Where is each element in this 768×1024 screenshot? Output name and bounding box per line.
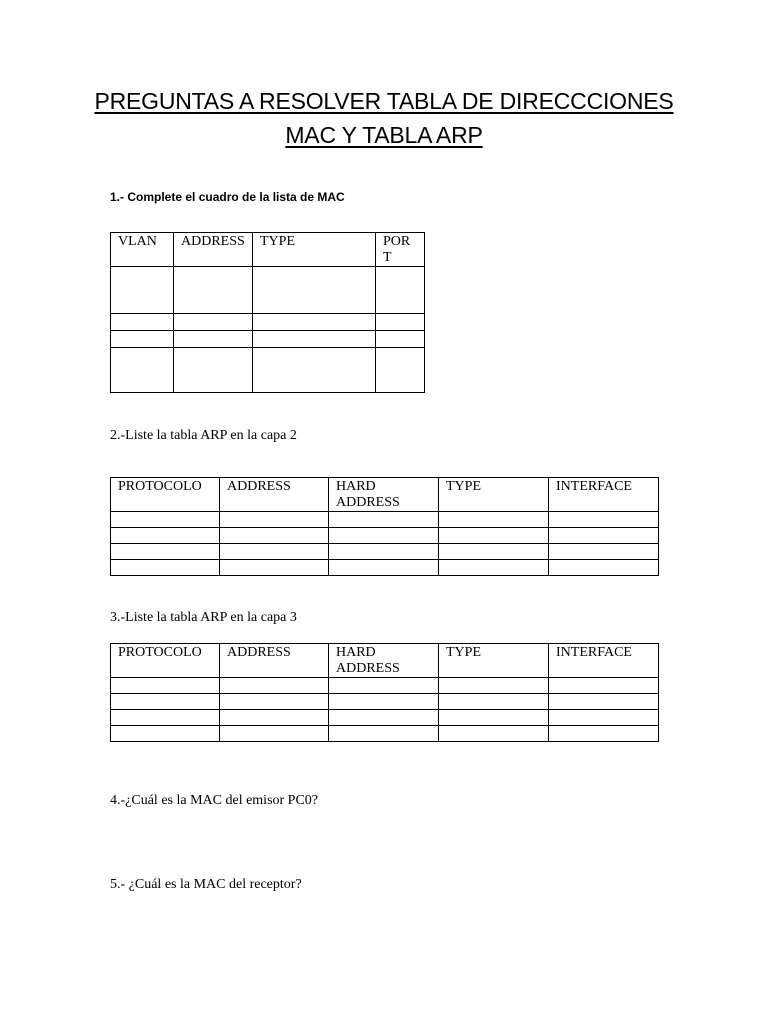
arp-table-layer-3 — [110, 643, 659, 742]
arp3-header-address: ADDRESS — [220, 644, 329, 678]
table-row — [111, 267, 425, 314]
mac-header-type: TYPE — [253, 233, 376, 267]
question-3: 3.-Liste la tabla ARP en la capa 3 — [110, 610, 297, 625]
arp2-header-type: TYPE — [439, 478, 549, 512]
question-5: 5.- ¿Cuál es la MAC del receptor? — [110, 877, 302, 892]
arp2-header-hard-address: HARD ADDRESS — [329, 478, 439, 512]
arp2-header-address: ADDRESS — [220, 478, 329, 512]
question-2: 2.-Liste la tabla ARP en la capa 2 — [110, 428, 297, 443]
arp3-header-hard-address: HARD ADDRESS — [329, 644, 439, 678]
table-row — [111, 710, 659, 726]
arp-table-layer-2 — [110, 477, 659, 576]
question-4: 4.-¿Cuál es la MAC del emisor PC0? — [110, 793, 319, 808]
mac-header-vlan: VLAN — [111, 233, 174, 267]
arp3-header-interface: INTERFACE — [549, 644, 659, 678]
table-row — [111, 512, 659, 528]
arp2-header-protocolo: PROTOCOLO — [111, 478, 220, 512]
mac-header-address: ADDRESS — [174, 233, 253, 267]
table-row — [111, 678, 659, 694]
table-row — [111, 726, 659, 742]
mac-address-table — [110, 232, 425, 393]
table-row — [111, 694, 659, 710]
table-row — [111, 560, 659, 576]
document-title-line-2: MAC Y TABLA ARP — [285, 122, 483, 148]
document-title-line-1: PREGUNTAS A RESOLVER TABLA DE DIRECCCIONES — [94, 88, 674, 114]
table-row — [111, 528, 659, 544]
question-1: 1.- Complete el cuadro de la lista de MAC — [110, 190, 345, 204]
arp2-header-interface: INTERFACE — [549, 478, 659, 512]
mac-header-port: PORT — [376, 233, 425, 267]
table-row — [111, 331, 425, 348]
table-row — [111, 544, 659, 560]
table-row — [111, 348, 425, 393]
arp3-header-type: TYPE — [439, 644, 549, 678]
arp3-header-protocolo: PROTOCOLO — [111, 644, 220, 678]
table-row — [111, 314, 425, 331]
